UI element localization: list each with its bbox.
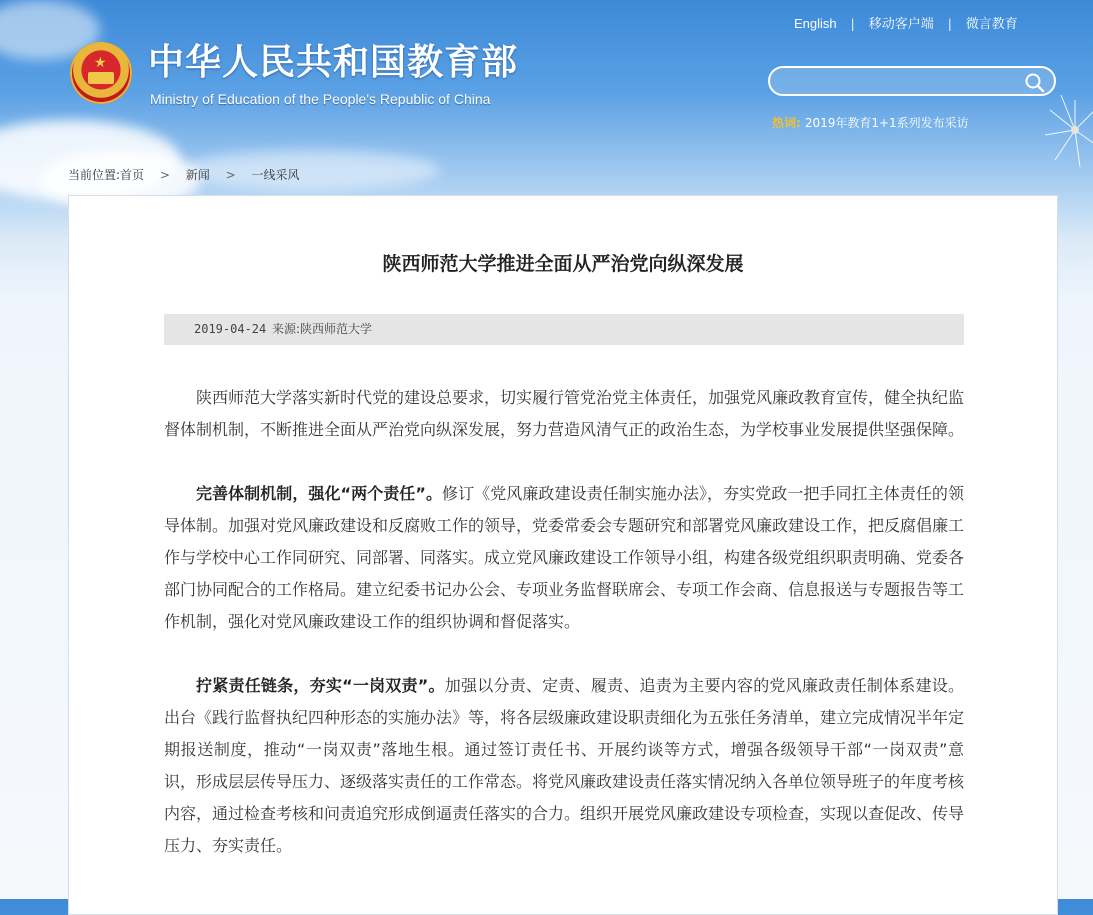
hot-word-link[interactable]: 2019年教育1+1系列发布采访 — [804, 116, 969, 130]
search-box — [768, 66, 1056, 96]
content-panel — [68, 195, 1058, 915]
national-emblem-icon: ★ — [70, 42, 132, 104]
hot-words — [772, 115, 969, 131]
article-date: 2019-04-24 — [194, 322, 267, 336]
breadcrumb-separator: > — [225, 168, 236, 182]
paragraph-text: 加强以分责、定责、履责、追责为主要内容的党风廉政责任制体系建设。出台《践行监督执纪四种形态的实施办法》等，将各层级廉政建设职责细化为五张任务清单，建立完成情况半年定期报送制度，推动“一岗双责”落地生根。通过签订责任书、开展约谈等方式，增强各级领导干部“一岗双责”意识，形成层层传导压力、逐级落实责任的工作常态。将党风廉政建设责任落实情况纳入各单位领导班子的年度考核内容，通过检查考核和问责追究形成倒逼责任落实的合力。组织开展党风廉政建设专项检查，实现以查促改、传导压力、夯实责任。 — [164, 676, 965, 855]
english-link[interactable]: English — [794, 16, 837, 31]
article-title: 陕西师范大学推进全面从严治党向纵深发展 — [382, 253, 744, 275]
paragraph-text: 修订《党风廉政建设责任制实施办法》，夯实党政一把手同扛主体责任的领导体制。加强对党风廉政建设和反腐败工作的领导，党委常委会专题研究和部署党风廉政建设工作，把反腐倡廉工作与学校中心工作同研究、同部署、同落实。成立党风廉政建设工作领导小组，构建各级党组织职责明确、党委各部门协同配合的工作格局。建立纪委书记办公会、专项业务监督联席会、专项工作会商、信息报送与专题报告等工作机制，强化对党风廉政建设工作的组织协调和督促落实。 — [164, 484, 965, 631]
article-paragraph — [164, 478, 964, 638]
breadcrumb-news[interactable]: 新闻 — [185, 168, 210, 182]
paragraph-text: 陕西师范大学落实新时代党的建设总要求，切实履行管党治党主体责任，加强党风廉政教育宣传，健全执纪监督体制机制，不断推进全面从严治党向纵深发展，努力营造风清气正的政治生态，为学校事业发展提供坚强保障。 — [164, 388, 965, 439]
article-body — [164, 382, 964, 894]
search-input[interactable] — [782, 71, 1026, 93]
breadcrumb-home[interactable]: 首页 — [120, 168, 145, 182]
top-links — [780, 15, 1032, 33]
hot-words-label: 热词: — [772, 116, 801, 130]
paragraph-lead: 完善体制机制，强化“两个责任”。 — [196, 484, 443, 503]
breadcrumb-frontline[interactable]: 一线采风 — [251, 168, 300, 182]
breadcrumb — [68, 166, 300, 184]
mobile-client-link[interactable]: 移动客户端 — [868, 16, 934, 31]
paragraph-lead: 拧紧责任链条，夯实“一岗双责”。 — [196, 676, 445, 695]
weiyan-education-link[interactable]: 微言教育 — [965, 16, 1018, 31]
article-paragraph — [164, 382, 964, 446]
link-separator: | — [850, 17, 855, 31]
article-meta-bar — [164, 314, 964, 345]
site-subtitle-en: Ministry of Education of the People's Republic of China — [150, 91, 491, 107]
site-title[interactable]: 中华人民共和国教育部 — [148, 42, 519, 83]
article-paragraph — [164, 670, 964, 862]
breadcrumb-separator: > — [159, 168, 170, 182]
breadcrumb-prefix: 当前位置: — [68, 168, 121, 182]
dandelion-decoration-icon — [1035, 75, 1093, 185]
link-separator: | — [947, 17, 952, 31]
article-source: 来源:陕西师范大学 — [272, 322, 373, 336]
